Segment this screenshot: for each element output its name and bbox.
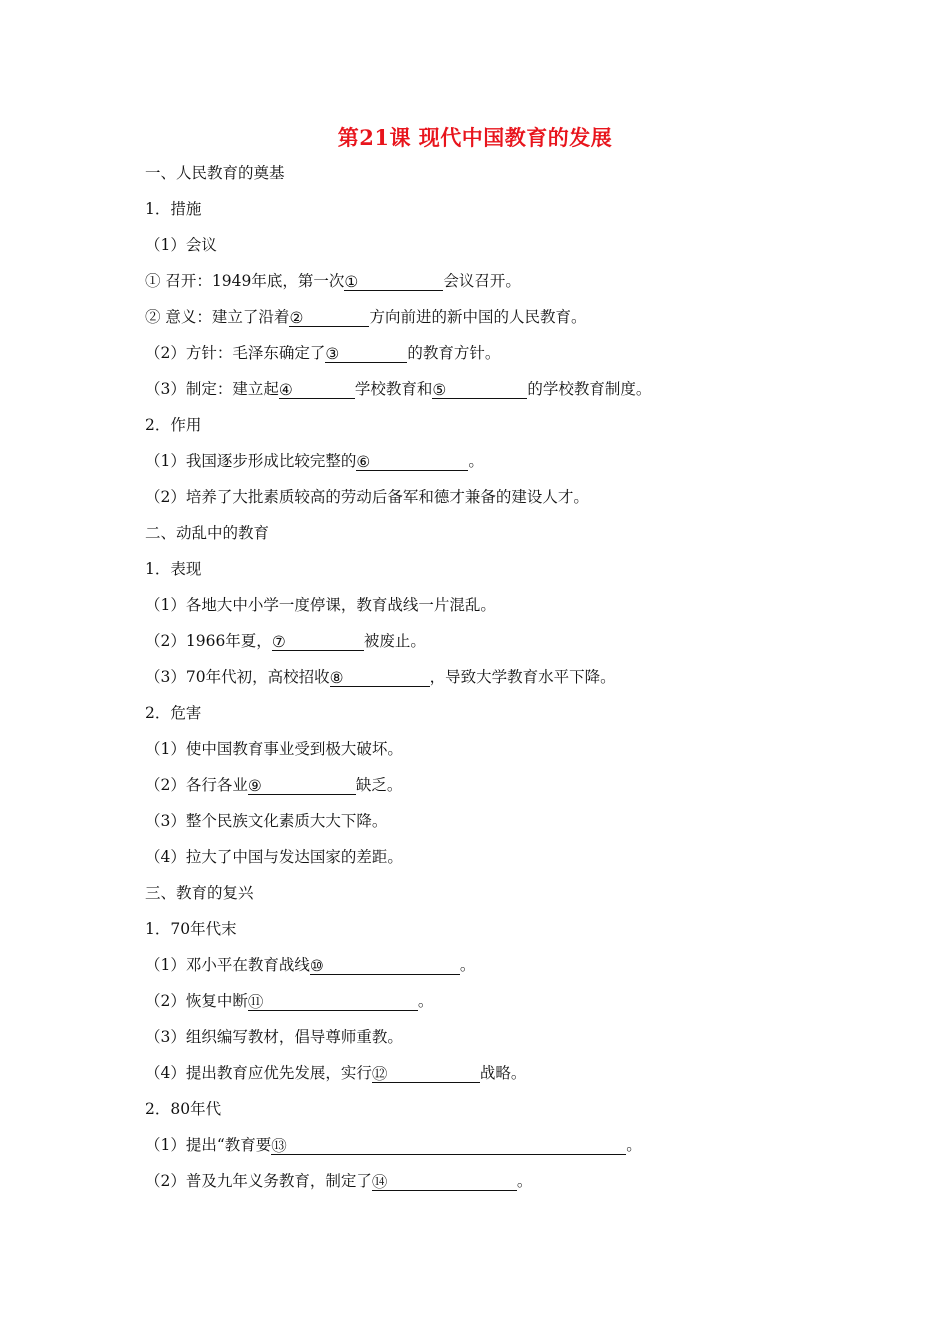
list-item bbox=[145, 775, 402, 795]
list-item bbox=[145, 271, 521, 291]
line-text: （1）各地大中小学一度停课，教育战线一片混乱。 bbox=[145, 596, 496, 614]
section-heading bbox=[145, 883, 254, 903]
blank-number: ⑭ bbox=[371, 1173, 388, 1191]
line-text: ② 意义：建立了沿着 bbox=[145, 308, 290, 326]
line-text: 2．作用 bbox=[145, 416, 202, 434]
fill-blank[interactable] bbox=[248, 992, 418, 1011]
line-text: （3）70年代初，高校招收 bbox=[145, 668, 330, 686]
list-item bbox=[145, 811, 387, 831]
subsection-heading bbox=[145, 559, 201, 579]
blank-number: ⑨ bbox=[247, 777, 262, 795]
fill-blank[interactable] bbox=[325, 344, 407, 363]
line-text: 。 bbox=[417, 992, 434, 1010]
list-item bbox=[145, 595, 496, 615]
fill-blank[interactable] bbox=[344, 272, 443, 291]
list-item bbox=[145, 631, 426, 651]
page-title: 第21课 现代中国教育的发展 bbox=[337, 125, 613, 150]
line-text: 1．表现 bbox=[145, 560, 202, 578]
list-item bbox=[145, 991, 433, 1011]
fill-blank[interactable] bbox=[310, 956, 460, 975]
line-text: （1）使中国教育事业受到极大破坏。 bbox=[145, 740, 403, 758]
line-text: （2）各行各业 bbox=[145, 776, 248, 794]
line-text: 。 bbox=[459, 956, 476, 974]
line-text: 2．危害 bbox=[145, 704, 202, 722]
line-text: 战略。 bbox=[479, 1064, 527, 1082]
line-text: 方向前进的新中国的人民教育。 bbox=[369, 308, 587, 326]
line-text: （2）培养了大批素质较高的劳动后备军和德才兼备的建设人才。 bbox=[145, 488, 589, 506]
line-text: （2）1966年夏， bbox=[145, 632, 272, 650]
line-text: 学校教育和 bbox=[354, 380, 433, 398]
line-text: ① 召开：1949年底，第一次 bbox=[145, 272, 345, 290]
fill-blank[interactable] bbox=[271, 1136, 626, 1155]
line-text: （3）制定：建立起 bbox=[145, 380, 279, 398]
line-text: （1）会议 bbox=[145, 236, 217, 254]
section-heading bbox=[145, 523, 269, 543]
fill-blank[interactable] bbox=[279, 380, 355, 399]
line-text: （1）邓小平在教育战线 bbox=[145, 956, 310, 974]
blank-number: ⑬ bbox=[271, 1137, 287, 1155]
line-text: 。 bbox=[516, 1172, 533, 1190]
list-item bbox=[145, 1135, 642, 1155]
blank-number: ⑦ bbox=[271, 633, 286, 651]
subsection-heading bbox=[145, 1099, 221, 1119]
line-text: 1．70年代末 bbox=[145, 920, 237, 938]
line-text: 被废止。 bbox=[363, 632, 426, 650]
blank-number: ① bbox=[344, 273, 359, 291]
line-text: 二、动乱中的教育 bbox=[145, 524, 270, 542]
fill-blank[interactable] bbox=[248, 776, 356, 795]
line-text: （2）恢复中断 bbox=[145, 992, 248, 1010]
fill-blank[interactable] bbox=[372, 1064, 480, 1083]
line-text: 三、教育的复兴 bbox=[145, 884, 254, 902]
list-item bbox=[145, 343, 500, 363]
line-text: （2）方针：毛泽东确定了 bbox=[145, 344, 326, 362]
list-item bbox=[145, 235, 217, 255]
line-text: （4）拉大了中国与发达国家的差距。 bbox=[145, 848, 403, 866]
blank-number: ⑪ bbox=[247, 993, 264, 1011]
section-heading bbox=[145, 163, 285, 183]
line-text: ，导致大学教育水平下降。 bbox=[429, 668, 616, 686]
blank-number: ⑥ bbox=[356, 453, 371, 471]
list-item bbox=[145, 739, 403, 759]
blank-number: ⑤ bbox=[432, 381, 447, 399]
subsection-heading bbox=[145, 703, 201, 723]
line-text: 2．80年代 bbox=[145, 1100, 222, 1118]
blank-number: ⑧ bbox=[329, 669, 344, 687]
line-text: （3）整个民族文化素质大大下降。 bbox=[145, 812, 388, 830]
list-item bbox=[145, 847, 403, 867]
list-item bbox=[145, 307, 586, 327]
line-text: 会议召开。 bbox=[443, 272, 521, 290]
line-text: 一、人民教育的奠基 bbox=[145, 164, 285, 182]
subsection-heading bbox=[145, 199, 201, 219]
fill-blank[interactable] bbox=[356, 452, 468, 471]
line-text: （2）普及九年义务教育，制定了 bbox=[145, 1172, 372, 1190]
blank-number: ⑫ bbox=[371, 1065, 388, 1083]
blank-number: ④ bbox=[278, 381, 293, 399]
blank-number: ⑩ bbox=[309, 957, 324, 975]
line-text: （1）我国逐步形成比较完整的 bbox=[145, 452, 357, 470]
list-item bbox=[145, 451, 484, 471]
fill-blank[interactable] bbox=[432, 380, 527, 399]
subsection-heading bbox=[145, 415, 201, 435]
line-text: 1．措施 bbox=[145, 200, 202, 218]
line-text: 。 bbox=[626, 1136, 642, 1154]
line-text: （3）组织编写教材，倡导尊师重教。 bbox=[145, 1028, 403, 1046]
list-item bbox=[145, 487, 589, 507]
fill-blank[interactable] bbox=[372, 1172, 517, 1191]
fill-blank[interactable] bbox=[272, 632, 364, 651]
line-text: （1）提出“教育要 bbox=[145, 1136, 272, 1154]
line-text: 。 bbox=[468, 452, 484, 470]
fill-blank[interactable] bbox=[330, 668, 430, 687]
list-item bbox=[145, 379, 651, 399]
list-item bbox=[145, 955, 475, 975]
fill-blank[interactable] bbox=[289, 308, 369, 327]
list-item bbox=[145, 1027, 403, 1047]
blank-number: ② bbox=[289, 309, 304, 327]
line-text: 的学校教育制度。 bbox=[527, 380, 652, 398]
blank-number: ③ bbox=[325, 345, 340, 363]
list-item bbox=[145, 1171, 532, 1191]
list-item bbox=[145, 667, 616, 687]
list-item bbox=[145, 1063, 526, 1083]
line-text: 的教育方针。 bbox=[407, 344, 501, 362]
line-text: （4）提出教育应优先发展，实行 bbox=[145, 1064, 372, 1082]
subsection-heading bbox=[145, 919, 237, 939]
line-text: 缺乏。 bbox=[355, 776, 403, 794]
